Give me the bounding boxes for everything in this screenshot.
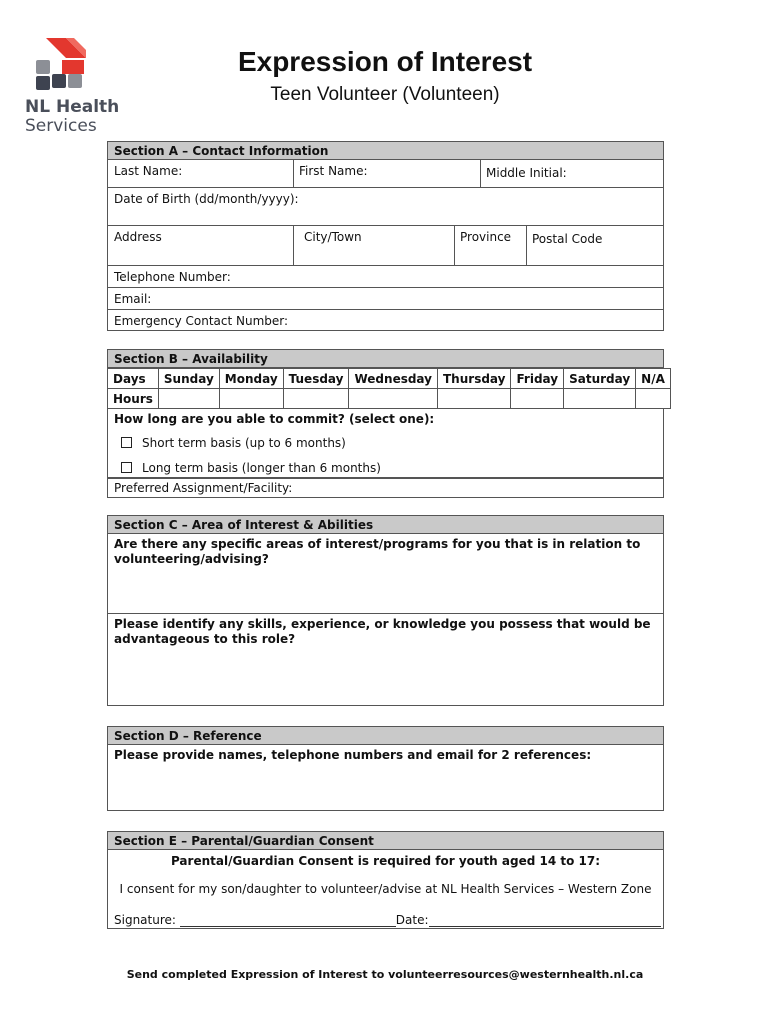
interest-box[interactable] [107,534,664,614]
day-saturday: Saturday [564,369,636,389]
interest-question [108,534,663,571]
address-field[interactable]: Address [114,230,162,244]
address-row [107,226,664,266]
dob-row [107,188,664,226]
section-d-header: Section D – Reference [107,726,664,745]
telephone-field[interactable]: Telephone Number: [114,270,231,284]
availability-table [107,368,671,409]
skills-question-line1: Please identify any skills, experience, or knowledge you possess that would be [114,617,651,631]
interest-question-line2: volunteering/advising? [114,552,269,566]
logo-line2: Services [25,116,97,136]
signature-line[interactable] [180,914,396,927]
commit-question: How long are you able to commit? (select one): [114,412,435,426]
telephone-row [107,266,664,288]
option-short-row[interactable] [121,436,346,450]
day-na: N/A [636,369,671,389]
section-a-header: Section A – Contact Information [107,141,664,160]
section-d [107,726,664,811]
emergency-contact-field[interactable]: Emergency Contact Number: [114,314,289,328]
section-e [107,831,664,929]
days-label: Days [108,369,159,389]
consent-statement: I consent for my son/daughter to volunteer/advise at NL Health Services – Western Zone [119,882,652,896]
reference-box[interactable] [107,745,664,811]
day-sunday: Sunday [158,369,219,389]
middle-initial-field[interactable]: Middle Initial: [480,160,663,187]
name-row [107,160,664,188]
page-title: Expression of Interest [237,46,533,77]
footer-instructions: Send completed Expression of Interest to volunteerresources@westernhealth.nl.ca [126,968,644,981]
section-a [107,141,664,331]
logo-line1: NL Health [25,97,120,117]
province-field[interactable]: Province [454,226,526,265]
signature-label: Signature: [114,913,176,927]
section-e-header: Section E – Parental/Guardian Consent [107,831,664,850]
preferred-row [107,478,664,498]
section-c [107,515,664,706]
postal-code-field[interactable]: Postal Code [526,226,663,265]
dob-field[interactable]: Date of Birth (dd/month/yyyy): [114,192,299,206]
skills-question [108,614,663,651]
page-subtitle: Teen Volunteer (Volunteen) [270,84,500,105]
long-term-label: Long term basis (longer than 6 months) [142,461,381,475]
hours-friday[interactable] [511,389,564,409]
emergency-row [107,310,664,331]
hours-sunday[interactable] [158,389,219,409]
day-wednesday: Wednesday [349,369,438,389]
short-term-label: Short term basis (up to 6 months) [142,436,346,450]
city-field[interactable]: City/Town [293,226,454,265]
commitment-box [107,409,664,478]
interest-question-line1: Are there any specific areas of interest/programs for you that is in relation to [114,537,641,551]
hours-monday[interactable] [219,389,283,409]
long-term-checkbox[interactable] [121,462,132,473]
days-row [108,369,671,389]
day-friday: Friday [511,369,564,389]
section-b-header: Section B – Availability [107,349,664,368]
hours-thursday[interactable] [438,389,511,409]
day-tuesday: Tuesday [283,369,349,389]
date-label: Date: [395,913,429,927]
hours-na[interactable] [636,389,671,409]
reference-prompt: Please provide names, telephone numbers and email for 2 references: [114,748,592,762]
first-name-field[interactable]: First Name: [293,160,480,187]
preferred-assignment-field[interactable]: Preferred Assignment/Facility: [114,481,293,495]
skills-box[interactable] [107,614,664,706]
section-b [107,349,664,498]
hours-wednesday[interactable] [349,389,438,409]
consent-required: Parental/Guardian Consent is required for youth aged 14 to 17: [170,854,601,868]
date-line[interactable] [429,914,661,927]
hours-tuesday[interactable] [283,389,349,409]
hours-label: Hours [108,389,159,409]
consent-box [107,850,664,929]
day-thursday: Thursday [438,369,511,389]
signature-row [114,913,661,927]
skills-question-line2: advantageous to this role? [114,632,296,646]
day-monday: Monday [219,369,283,389]
short-term-checkbox[interactable] [121,437,132,448]
section-c-header: Section C – Area of Interest & Abilities [107,515,664,534]
last-name-field[interactable]: Last Name: [114,164,183,178]
email-field[interactable]: Email: [114,292,152,306]
hours-row [108,389,671,409]
email-row [107,288,664,310]
option-long-row[interactable] [121,461,381,475]
hours-saturday[interactable] [564,389,636,409]
